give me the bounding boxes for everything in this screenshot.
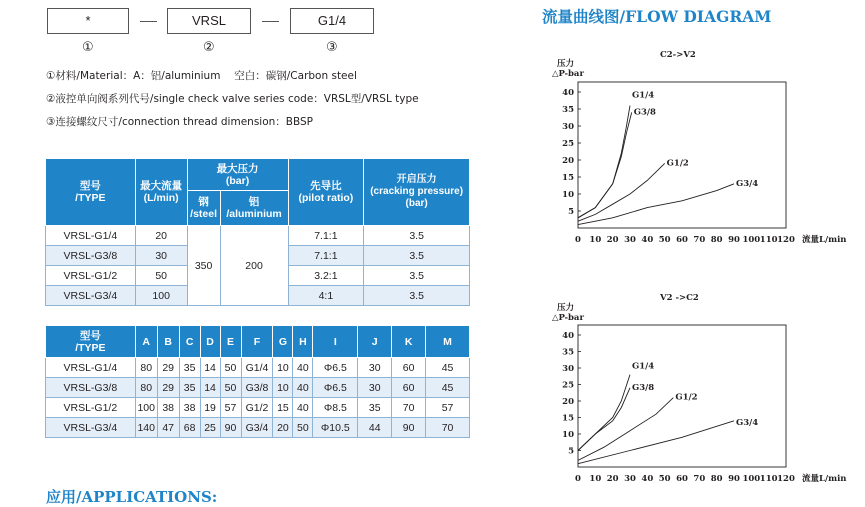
y-tick-label: 10 (562, 430, 574, 440)
dim-cell: Φ6.5 (313, 358, 358, 378)
dim-header-col: H (293, 326, 313, 358)
dim-cell: G3/4 (241, 418, 273, 438)
spec-header-pilot: 先导比 (pilot ratio) (288, 159, 364, 226)
y-tick-label: 5 (568, 207, 574, 217)
x-tick-label: 70 (693, 235, 706, 245)
spec-cell-pilot: 7.1:1 (288, 226, 364, 246)
x-tick-label: 110 (759, 474, 778, 484)
y-tick-label: 25 (562, 380, 574, 391)
x-tick-label: 120 (777, 474, 795, 484)
spec-cell-type: VRSL-G3/4 (46, 286, 136, 306)
dim-cell: 140 (135, 418, 157, 438)
dim-cell: 90 (392, 418, 426, 438)
dim-cell: 40 (293, 358, 313, 378)
dim-cell: 10 (273, 358, 293, 378)
y-axis-label: 压力 (557, 59, 575, 69)
series-label: G3/8 (632, 382, 655, 393)
dim-cell: 100 (135, 398, 157, 418)
spec-cell-pilot: 7.1:1 (288, 246, 364, 266)
dim-cell: Φ6.5 (313, 378, 358, 398)
dim-header-type: 型号 /TYPE (46, 326, 136, 358)
dim-header-col: D (200, 326, 220, 358)
series-label: G3/8 (633, 107, 656, 118)
x-tick-label: 100 (742, 235, 761, 245)
x-tick-label: 0 (575, 235, 581, 245)
x-tick-label: 20 (606, 235, 619, 245)
spec-header-cracking: 开启压力 (cracking pressure) (bar) (364, 159, 470, 226)
x-tick-label: 40 (641, 235, 654, 245)
dim-header-col: F (241, 326, 273, 358)
dim-cell: 20 (273, 418, 293, 438)
x-tick-label: 120 (777, 235, 795, 245)
x-tick-label: 90 (728, 235, 740, 245)
dim-header-col: G (273, 326, 293, 358)
spec-header-aluminium: 铝 /aluminium (220, 191, 288, 226)
x-tick-label: 110 (759, 235, 778, 245)
series-label: G1/4 (632, 90, 655, 101)
model-code-box-series: VRSL (167, 8, 251, 34)
dim-cell: 14 (200, 378, 220, 398)
dim-cell: 45 (426, 378, 470, 398)
dim-cell: G3/8 (241, 378, 273, 398)
x-tick-label: 50 (658, 235, 671, 245)
x-tick-label: 40 (641, 474, 654, 484)
dim-cell: 35 (179, 378, 200, 398)
y-tick-label: 35 (562, 347, 574, 358)
series-line (578, 184, 734, 225)
dim-cell: VRSL-G3/4 (46, 418, 136, 438)
dim-header-col: J (358, 326, 392, 358)
spec-cell-cracking: 3.5 (364, 286, 470, 306)
spec-cell-type: VRSL-G1/2 (46, 266, 136, 286)
series-line (578, 421, 734, 464)
model-code-box-thread: G1/4 (290, 8, 374, 34)
x-axis-label: 流量L/min (802, 235, 847, 245)
dim-cell: G1/4 (241, 358, 273, 378)
y-tick-label: 30 (562, 122, 574, 132)
x-tick-label: 90 (728, 474, 740, 484)
dim-cell: 30 (358, 358, 392, 378)
dim-cell: 25 (200, 418, 220, 438)
dim-header-col: A (135, 326, 157, 358)
dim-header-col: K (392, 326, 426, 358)
model-code-marker-1: ① (82, 40, 94, 55)
spec-header-pressure: 最大压力 (bar) (187, 159, 288, 191)
legend-series-code: ②液控单向阀系列代号/single check valve series code：VRSL型/VRSL type (46, 93, 419, 105)
dim-header-col: I (313, 326, 358, 358)
dim-cell: 60 (392, 358, 426, 378)
y-tick-label: 30 (562, 364, 574, 374)
x-tick-label: 30 (624, 235, 636, 245)
dim-cell: 90 (220, 418, 241, 438)
chart-title: C2->V2 (660, 50, 696, 60)
dim-header-col: M (426, 326, 470, 358)
x-tick-label: 70 (693, 474, 706, 484)
series-label: G1/2 (675, 392, 698, 403)
dim-cell: 70 (426, 418, 470, 438)
series-label: G3/4 (736, 417, 759, 428)
dim-cell: 30 (358, 378, 392, 398)
spec-cell-cracking: 3.5 (364, 266, 470, 286)
x-tick-label: 10 (589, 474, 602, 484)
dim-cell: 38 (157, 398, 179, 418)
dim-cell: 15 (273, 398, 293, 418)
spec-cell-pilot: 3.2:1 (288, 266, 364, 286)
y-tick-label: 25 (562, 139, 574, 149)
x-tick-label: 20 (606, 474, 619, 484)
spec-cell-cracking: 3.5 (364, 246, 470, 266)
dim-header-col: B (157, 326, 179, 358)
dim-cell: VRSL-G3/8 (46, 378, 136, 398)
chart-title: V2 ->C2 (660, 293, 699, 303)
dim-cell: 35 (179, 358, 200, 378)
dim-cell: 19 (200, 398, 220, 418)
dim-cell: 38 (179, 398, 200, 418)
x-tick-label: 60 (676, 235, 688, 245)
series-line (578, 112, 632, 217)
spec-cell-flow: 30 (135, 246, 187, 266)
dim-header-col: E (220, 326, 241, 358)
dim-cell: 80 (135, 378, 157, 398)
spec-cell-type: VRSL-G3/8 (46, 246, 136, 266)
series-label: G1/2 (666, 158, 689, 169)
dim-cell: 45 (426, 358, 470, 378)
spec-cell-flow: 50 (135, 266, 187, 286)
dim-cell: 50 (220, 358, 241, 378)
dim-cell: Φ10.5 (313, 418, 358, 438)
series-line (578, 375, 630, 451)
applications-title: 应用/APPLICATIONS: (46, 488, 218, 506)
dim-cell: 40 (293, 398, 313, 418)
flow-diagram-title: 流量曲线图/FLOW DIAGRAM (542, 7, 772, 26)
dim-cell: 40 (293, 378, 313, 398)
spec-cell-steel: 350 (187, 226, 220, 306)
dim-header-col: C (179, 326, 200, 358)
dim-cell: 70 (392, 398, 426, 418)
y-axis-label: △P-bar (552, 69, 584, 79)
spec-cell-flow: 20 (135, 226, 187, 246)
y-axis-label: 压力 (557, 303, 575, 313)
y-tick-label: 10 (562, 190, 574, 200)
dim-cell: VRSL-G1/4 (46, 358, 136, 378)
spec-cell-aluminium: 200 (220, 226, 288, 306)
dim-cell: VRSL-G1/2 (46, 398, 136, 418)
y-tick-label: 20 (562, 397, 574, 407)
x-axis-label: 流量L/min (802, 474, 847, 484)
dim-cell: 29 (157, 378, 179, 398)
series-line (578, 398, 673, 461)
series-label: G3/4 (736, 178, 759, 189)
model-code-marker-2: ② (203, 40, 215, 55)
y-tick-label: 20 (562, 156, 574, 166)
dim-cell: 60 (392, 378, 426, 398)
dim-cell: G1/2 (241, 398, 273, 418)
dim-cell: 10 (273, 378, 293, 398)
series-label: G1/4 (632, 361, 655, 372)
dim-cell: 50 (293, 418, 313, 438)
x-tick-label: 0 (575, 474, 581, 484)
spec-cell-pilot: 4:1 (288, 286, 364, 306)
x-tick-label: 10 (589, 235, 602, 245)
dim-cell: 57 (220, 398, 241, 418)
dim-cell: 29 (157, 358, 179, 378)
dim-cell: Φ8.5 (313, 398, 358, 418)
y-tick-label: 5 (568, 446, 574, 457)
spec-header-flow: 最大流量 (L/min) (135, 159, 187, 226)
series-line (578, 163, 665, 221)
dim-cell: 35 (358, 398, 392, 418)
dim-cell: 14 (200, 358, 220, 378)
dim-cell: 68 (179, 418, 200, 438)
spec-cell-flow: 100 (135, 286, 187, 306)
spec-header-type: 型号 /TYPE (46, 159, 136, 226)
dim-cell: 44 (358, 418, 392, 438)
y-tick-label: 40 (562, 331, 574, 341)
x-tick-label: 80 (710, 235, 723, 245)
y-axis-label: △P-bar (552, 313, 584, 323)
x-tick-label: 60 (676, 474, 688, 484)
y-tick-label: 15 (562, 173, 574, 183)
model-code-box-material: * (47, 8, 129, 34)
y-tick-label: 35 (562, 105, 574, 115)
dim-cell: 80 (135, 358, 157, 378)
legend-thread-dimension: ③连接螺纹尺寸/connection thread dimension：BBSP (46, 116, 314, 128)
spec-cell-type: VRSL-G1/4 (46, 226, 136, 246)
spec-header-steel: 钢 /steel (187, 191, 220, 226)
spec-cell-cracking: 3.5 (364, 226, 470, 246)
x-tick-label: 80 (710, 474, 723, 484)
y-tick-label: 15 (562, 413, 574, 424)
x-tick-label: 100 (742, 474, 761, 484)
series-line (578, 106, 630, 218)
dim-cell: 47 (157, 418, 179, 438)
y-tick-label: 40 (562, 88, 574, 98)
x-tick-label: 30 (624, 474, 636, 484)
x-tick-label: 50 (658, 474, 671, 484)
legend-material: ①材料/Material：A：铝/aluminium 空白：碳钢/Carbon steel (46, 70, 357, 82)
model-code-marker-3: ③ (326, 40, 338, 55)
dim-cell: 57 (426, 398, 470, 418)
dim-cell: 50 (220, 378, 241, 398)
